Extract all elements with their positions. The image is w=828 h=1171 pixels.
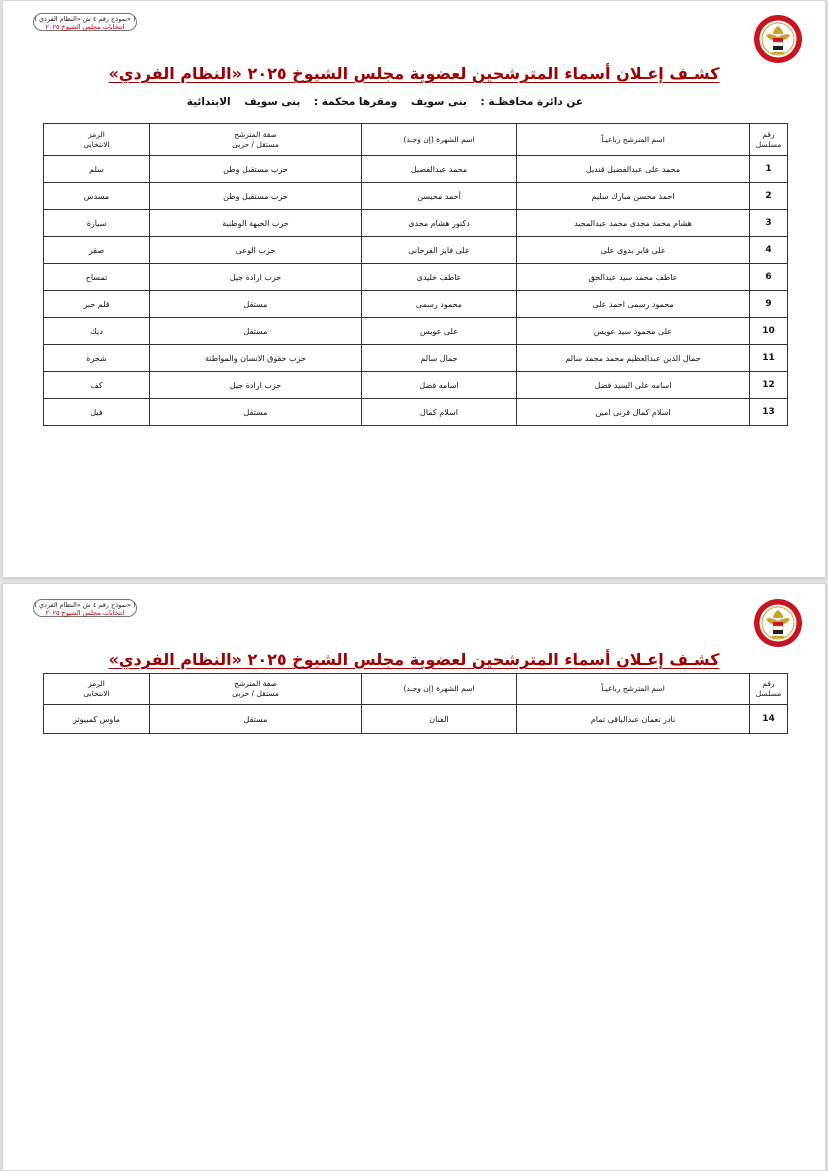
cell-serial: 3 <box>750 210 788 237</box>
cell-status: حزب ارادة جيل <box>150 372 362 399</box>
cell-serial: 10 <box>750 318 788 345</box>
header-symbol: الرمز الانتخابى <box>44 124 150 156</box>
cell-name: اسامه على السيد فضل <box>517 372 750 399</box>
cell-serial: 12 <box>750 372 788 399</box>
court-value: بنى سويف <box>244 96 301 108</box>
cell-name: عاطف محمد سيد عبدالحق <box>517 264 750 291</box>
table-row <box>44 399 788 426</box>
cell-symbol: صقر <box>44 237 150 264</box>
candidates-table <box>43 123 788 426</box>
cell-status: مستقل <box>150 291 362 318</box>
cell-serial: 14 <box>750 705 788 734</box>
cell-nickname: محمود رسمى <box>362 291 517 318</box>
cell-symbol: سلم <box>44 156 150 183</box>
cell-name: على محمود سيد عويس <box>517 318 750 345</box>
cell-serial: 1 <box>750 156 788 183</box>
table-row <box>44 210 788 237</box>
header-name: اسم المترشح رباعيـاً <box>517 674 750 705</box>
form-stamp-line1: ( نموذج رقم ٤ ش «النظام الفردي» ) <box>34 601 136 609</box>
table-row <box>44 183 788 210</box>
cell-status: حزب الوعى <box>150 237 362 264</box>
header-status: صفة المترشح مستقل / حزبى <box>150 674 362 705</box>
table-row <box>44 345 788 372</box>
document-page-1 <box>2 0 826 578</box>
cell-nickname: أحمد محيسن <box>362 183 517 210</box>
table-row <box>44 372 788 399</box>
cell-status: حزب حقوق الانسان والمواطنة <box>150 345 362 372</box>
cell-symbol: قلم حبر <box>44 291 150 318</box>
cell-symbol: كف <box>44 372 150 399</box>
cell-serial: 2 <box>750 183 788 210</box>
district-line <box>177 96 583 108</box>
table-header-row <box>44 124 788 156</box>
cell-nickname: على فايز الفرجانى <box>362 237 517 264</box>
cell-status: حزب مستقبل وطن <box>150 156 362 183</box>
cell-name: محمود رسمى احمد على <box>517 291 750 318</box>
cell-serial: 13 <box>750 399 788 426</box>
header-nickname: اسم الشهرة (إن وجـد) <box>362 674 517 705</box>
document-page-2 <box>2 583 826 1171</box>
form-stamp <box>33 13 137 31</box>
cell-nickname: على عويس <box>362 318 517 345</box>
cell-status: مستقل <box>150 318 362 345</box>
cell-nickname: اسلام كمال <box>362 399 517 426</box>
form-stamp <box>33 599 137 617</box>
header-nickname: اسم الشهرة (إن وجـد) <box>362 124 517 156</box>
egypt-republic-seal-icon <box>752 597 804 649</box>
cell-symbol: شجرة <box>44 345 150 372</box>
cell-symbol: فيل <box>44 399 150 426</box>
cell-nickname: الفنان <box>362 705 517 734</box>
cell-nickname: محمد عبدالفضيل <box>362 156 517 183</box>
cell-name: اسلام كمال قرنى امين <box>517 399 750 426</box>
cell-symbol: ماوس كمبيوتر <box>44 705 150 734</box>
cell-symbol: تمساح <box>44 264 150 291</box>
header-status: صفة المترشح مستقل / حزبى <box>150 124 362 156</box>
cell-symbol: سيارة <box>44 210 150 237</box>
header-symbol: الرمز الانتخابى <box>44 674 150 705</box>
cell-serial: 4 <box>750 237 788 264</box>
cell-serial: 9 <box>750 291 788 318</box>
cell-serial: 11 <box>750 345 788 372</box>
cell-name: هشام محمد مجدى محمد عبدالمجيد <box>517 210 750 237</box>
cell-status: حزب مستقبل وطن <box>150 183 362 210</box>
document-title: كشـف إعـلان أسماء المترشحين لعضوية مجلس الشيوخ ٢٠٢٥ «النظام الفردي» <box>108 650 720 669</box>
district-label: عن دائرة محافظـة : <box>480 96 583 108</box>
cell-nickname: دكتور هشام مجدى <box>362 210 517 237</box>
court-label: ومقرها محكمة : <box>313 96 398 108</box>
cell-name: جمال الدين عبدالعظيم محمد محمد سالم <box>517 345 750 372</box>
form-stamp-line2: انتخابات مجلس الشيوخ ٢٠٢٥ <box>45 23 125 31</box>
cell-name: محمد على عبدالفضيل قنديل <box>517 156 750 183</box>
egypt-republic-seal-icon <box>752 13 804 65</box>
cell-symbol: ديك <box>44 318 150 345</box>
cell-status: مستقل <box>150 705 362 734</box>
table-row <box>44 156 788 183</box>
candidates-table <box>43 673 788 734</box>
form-stamp-line1: ( نموذج رقم ٤ ش «النظام الفردي» ) <box>34 15 136 23</box>
table-row <box>44 264 788 291</box>
cell-symbol: مسدس <box>44 183 150 210</box>
court-type: الابتدائية <box>186 96 231 108</box>
cell-nickname: اسامه فضل <box>362 372 517 399</box>
cell-serial: 6 <box>750 264 788 291</box>
cell-nickname: جمال سالم <box>362 345 517 372</box>
cell-status: حزب ارادة جيل <box>150 264 362 291</box>
table-row <box>44 237 788 264</box>
cell-name: على فايز بدوى على <box>517 237 750 264</box>
cell-name: احمد محسن مبارك سليم <box>517 183 750 210</box>
header-serial: رقم مسلسل <box>750 674 788 705</box>
table-row <box>44 318 788 345</box>
cell-nickname: عاطف خليدى <box>362 264 517 291</box>
document-title: كشـف إعـلان أسماء المترشحين لعضوية مجلس الشيوخ ٢٠٢٥ «النظام الفردي» <box>108 64 720 83</box>
cell-status: مستقل <box>150 399 362 426</box>
header-serial: رقم مسلسل <box>750 124 788 156</box>
table-row <box>44 291 788 318</box>
cell-name: نادر نعمان عبدالباقى تمام <box>517 705 750 734</box>
table-header-row <box>44 674 788 705</box>
cell-status: حزب الجبهة الوطنية <box>150 210 362 237</box>
district-value: بنى سويف <box>410 96 467 108</box>
header-name: اسم المترشح رباعيـاً <box>517 124 750 156</box>
form-stamp-line2: انتخابات مجلس الشيوخ ٢٠٢٥ <box>45 609 125 617</box>
table-row <box>44 705 788 734</box>
